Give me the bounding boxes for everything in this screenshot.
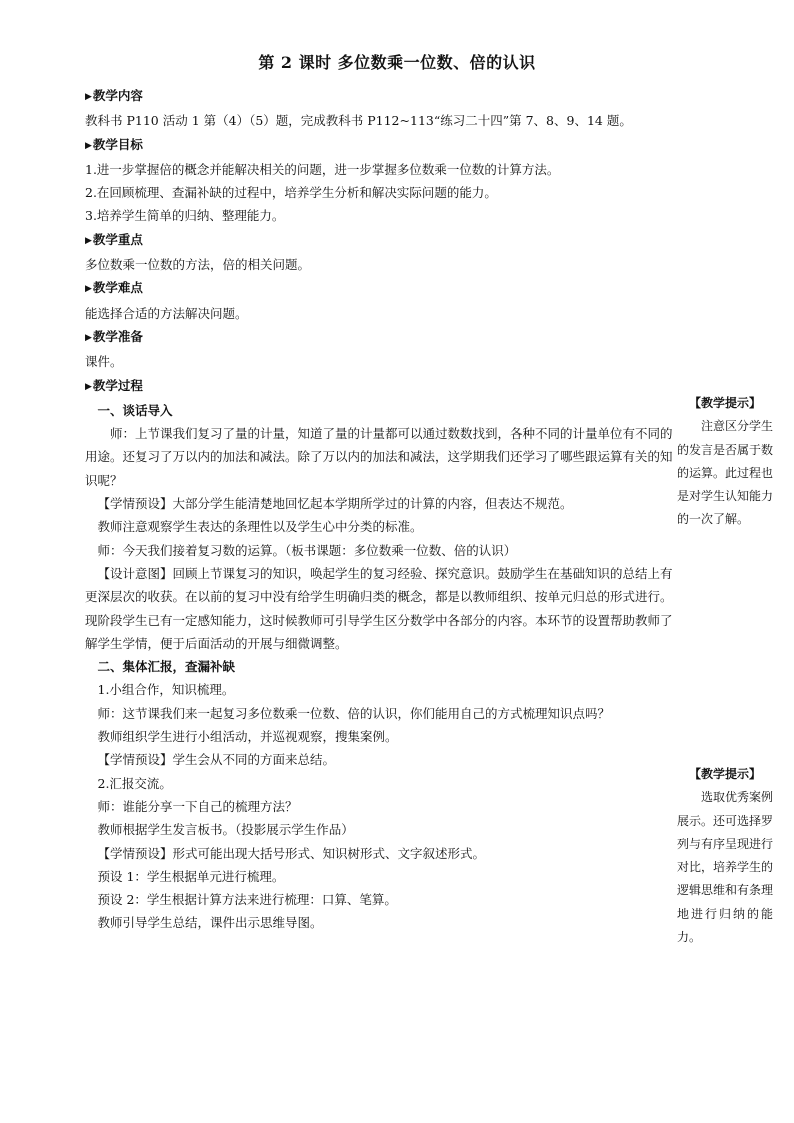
- paragraph: 师：这节课我们来一起复习多位数乘一位数、倍的认识，你们能用自己的方式梳理知识点吗？: [97, 705, 611, 721]
- section-heading-key: ▶教学重点: [85, 231, 143, 247]
- goal-item: 2.在回顾梳理、查漏补缺的过程中，培养学生分析和解决实际问题的能力。: [85, 185, 497, 201]
- paragraph: 【设计意图】回顾上节课复习的知识，唤起学生的复习经验、探究意识。鼓励学生在基础知识的总结上有更深层次的收获。在以前的复习中没有给学生明确归类的概念，都是以教师组织、按单元归总的形式进行。现阶段学生已有一定感知能力，这时候教师可引导学生区分数学中各部分的内容。本环节的设置帮助教师了解学生学情，便于后面活动的开展与细微调整。: [85, 565, 673, 651]
- tip-text: 注意区分学生的发言是否属于数的运算。此过程也是对学生认知能力的一次了解。: [677, 419, 774, 527]
- paragraph: 教师根据学生发言板书。（投影展示学生作品）: [97, 822, 354, 838]
- triangle-bullet-icon: ▶: [85, 92, 92, 102]
- paragraph: 2.汇报交流。: [97, 775, 172, 791]
- tip-heading: 【教学提示】: [688, 767, 761, 781]
- teaching-tip-1: [677, 392, 773, 532]
- section-heading-process: ▶教学过程: [85, 377, 143, 393]
- teaching-tip-2: [677, 763, 773, 949]
- paragraph: 【学情预设】大部分学生能清楚地回忆起本学期所学过的计算的内容，但表达不规范。: [97, 496, 573, 512]
- paragraph: 预设 2：学生根据计算方法来进行梳理：口算、笔算。: [97, 892, 397, 908]
- triangle-bullet-icon: ▶: [85, 284, 92, 295]
- paragraph: 1.小组合作，知识梳理。: [97, 682, 235, 698]
- paragraph: 教师引导学生总结，课件出示思维导图。: [97, 915, 323, 931]
- section-heading-content: ▶教学内容: [85, 88, 143, 103]
- section-heading-difficulty: ▶教学难点: [85, 280, 143, 296]
- page-title: 第 2 课时 多位数乘一位数、倍的认识: [258, 53, 536, 72]
- paragraph: 教师组织学生进行小组活动，并巡视观察，搜集案例。: [97, 729, 398, 745]
- goal-item: 1.进一步掌握倍的概念并能解决相关的问题，进一步掌握多位数乘一位数的计算方法。: [85, 161, 560, 177]
- triangle-bullet-icon: ▶: [85, 140, 92, 151]
- tip-text: 选取优秀案例展示。还可选择罗列与有序呈现进行对比，培养学生的逻辑思维和有条理地进行归纳的能力。: [677, 790, 774, 945]
- section-heading-goals: ▶教学目标: [85, 136, 143, 152]
- paragraph: 师：今天我们接着复习数的运算。（板书课题：多位数乘一位数、倍的认识）: [97, 542, 517, 558]
- key-text: 多位数乘一位数的方法，倍的相关问题。: [85, 257, 311, 273]
- paragraph: 【学情预设】学生会从不同的方面来总结。: [97, 752, 336, 768]
- paragraph: 师：谁能分享一下自己的梳理方法？: [97, 798, 298, 814]
- paragraph: 教师注意观察学生表达的条理性以及学生心中分类的标准。: [97, 519, 423, 535]
- triangle-bullet-icon: ▶: [85, 332, 92, 343]
- paragraph: 预设 1：学生根据单元进行梳理。: [97, 868, 285, 884]
- prep-text: 课件。: [85, 354, 123, 370]
- triangle-bullet-icon: ▶: [85, 235, 92, 246]
- process-part1-heading: 一、谈话导入: [97, 402, 173, 418]
- process-part2-heading: 二、集体汇报，查漏补缺: [97, 659, 236, 675]
- tip-heading: 【教学提示】: [688, 396, 761, 410]
- goal-item: 3.培养学生简单的归纳、整理能力。: [85, 208, 285, 224]
- difficulty-text: 能选择合适的方法解决问题。: [85, 305, 248, 321]
- lesson-body: [85, 84, 675, 935]
- paragraph: 【学情预设】形式可能出现大括号形式、知识树形式、文字叙述形式。: [97, 845, 486, 861]
- paragraph: 师：上节课我们复习了量的计量，知道了量的计量都可以通过数数找到，各种不同的计量单位有不同的用途。还复习了万以内的加法和减法。除了万以内的加法和减法，这学期我们还学习了哪些跟运算有关的知识呢？: [85, 426, 673, 488]
- triangle-bullet-icon: ▶: [85, 381, 92, 392]
- content-text: 教科书 P110 活动 1 第（4）（5）题，完成教科书 P112~113“练习二十四”第 7、8、9、14 题。: [85, 113, 632, 129]
- section-heading-prep: ▶教学准备: [85, 328, 143, 344]
